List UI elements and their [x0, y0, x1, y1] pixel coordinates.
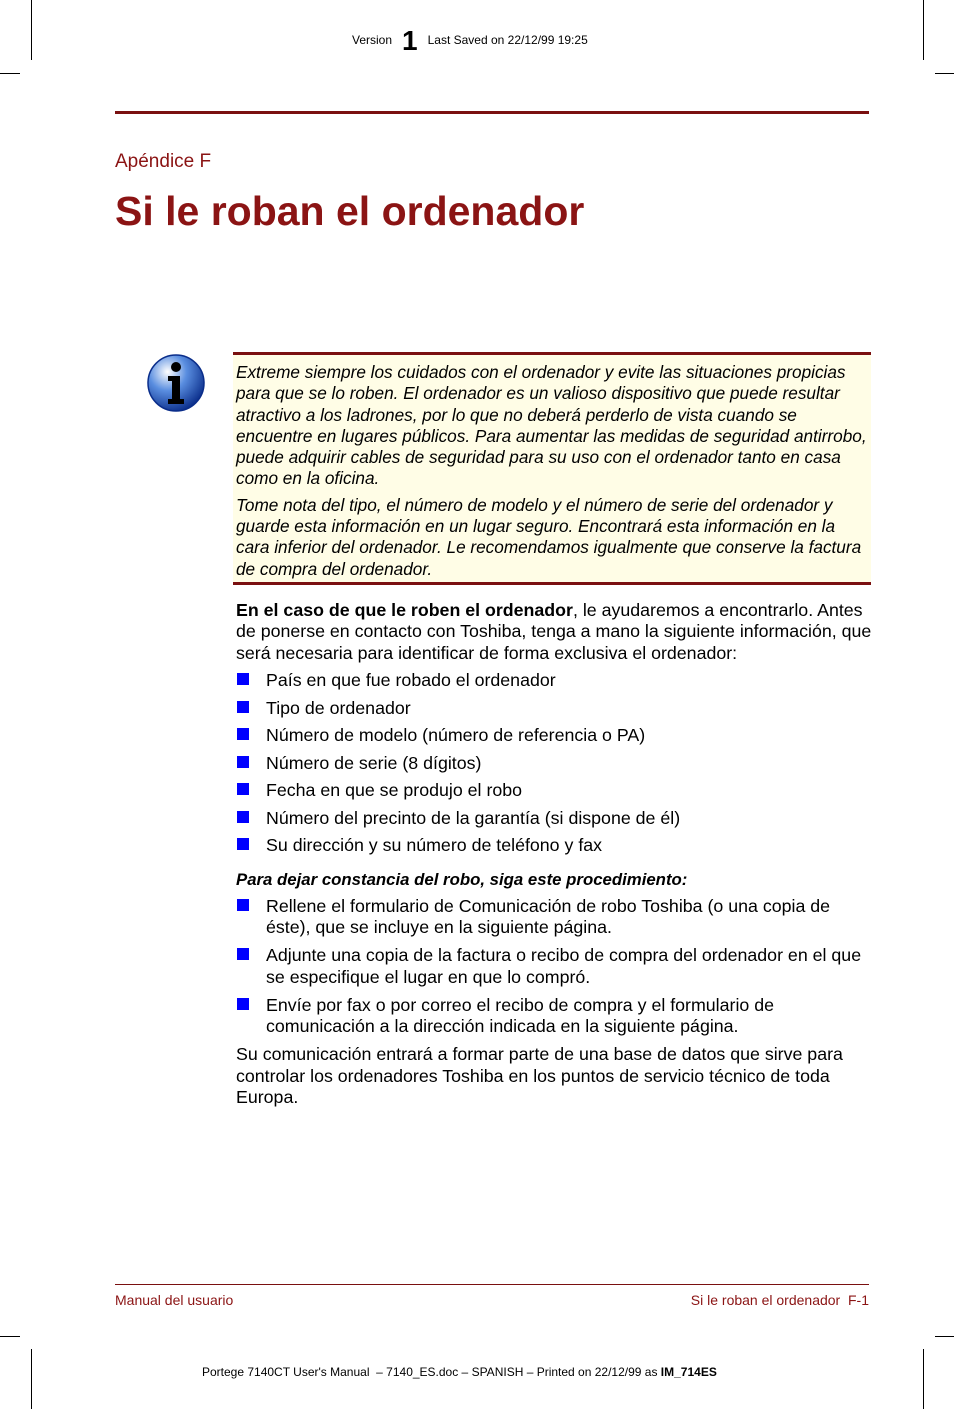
square-bullet-icon: [237, 899, 249, 911]
list-item-text: Número del precinto de la garantía (si dispone de él): [266, 807, 681, 828]
note-paragraph: Extreme siempre los cuidados con el ordenador y evite las situaciones propicias para que se lo roben. El ordenador es un valioso dispositivo que puede resultar atractivo a los ladrones, por lo que no deberá perderlo de vista cuando se encuentre en lugares públicos. Para aumentar las medidas de seguridad antirrobo, puede adquirir cables de seguridad para su uso con el ordenador tanto en casa como en la oficina.: [236, 362, 867, 489]
square-bullet-icon: [237, 948, 249, 960]
crop-mark: [31, 1349, 32, 1409]
print-info: Portege 7140CT User's Manual – 7140_ES.doc – SPANISH – Printed on 22/12/99 as: [202, 1365, 661, 1379]
square-bullet-icon: [237, 701, 249, 713]
square-bullet-icon: [237, 756, 249, 768]
crop-mark: [935, 1336, 954, 1337]
list-item: [236, 808, 872, 829]
crop-mark: [31, 0, 32, 60]
procedure-list: [236, 896, 872, 1038]
crop-mark: [923, 1349, 924, 1409]
list-item-text: Número de serie (8 dígitos): [266, 752, 482, 773]
square-bullet-icon: [237, 811, 249, 823]
square-bullet-icon: [237, 673, 249, 685]
square-bullet-icon: [237, 728, 249, 740]
version-label: Version: [352, 33, 393, 47]
square-bullet-icon: [237, 838, 249, 850]
intro-bold: En el caso de que le roben el ordenador: [236, 600, 573, 620]
header-rule: [115, 111, 869, 114]
list-item: [236, 835, 872, 856]
list-item-text: País en que fue robado el ordenador: [266, 670, 556, 691]
crop-mark: [0, 73, 20, 74]
list-item: [236, 995, 872, 1038]
crop-mark: [0, 1336, 20, 1337]
list-item-text: Envíe por fax o por correo el recibo de compra y el formulario de comunicación a la dirección indicada en la siguiente página.: [266, 994, 774, 1037]
list-item: [236, 945, 872, 988]
print-code: IM_714ES: [660, 1365, 717, 1379]
closing-paragraph: Su comunicación entrará a formar parte de una base de datos que sirve para controlar los ordenadores Toshiba en los puntos de servicio técnico de toda Europa.: [236, 1044, 843, 1108]
intro-text: , le ayudaremos a encontrarlo. Antes de ponerse en contacto con Toshiba, tenga a mano la siguiente información, que será necesaria para identificar de forma exclusiva el ordenador:: [236, 600, 872, 663]
crop-mark: [935, 73, 954, 74]
square-bullet-icon: [237, 998, 249, 1010]
info-list: [236, 670, 872, 856]
procedure-heading: Para dejar constancia del robo, siga este procedimiento:: [236, 869, 688, 889]
intro-paragraph: [236, 600, 872, 664]
list-item-text: Adjunte una copia de la factura o recibo de compra del ordenador en el que se especifique el lugar en que lo compró.: [266, 945, 862, 987]
list-item-text: Su dirección y su número de teléfono y fax: [266, 835, 603, 856]
page-title: Si le roban el ordenador: [115, 188, 585, 234]
square-bullet-icon: [237, 783, 249, 795]
list-item-text: Número de modelo (número de referencia o PA): [266, 725, 646, 746]
list-item: [236, 698, 872, 719]
footer-right: Si le roban el ordenador F-1: [690, 1292, 869, 1308]
note-paragraph: Tome nota del tipo, el número de modelo y el número de serie del ordenador y guarde esta información en un lugar seguro. Encontrará esta información en la cara inferior del ordenador. Le recomendamos igualmente que conserve la factura de compra del ordenador.: [236, 494, 862, 579]
info-icon: [146, 353, 206, 413]
list-item-text: Fecha en que se produjo el robo: [266, 780, 523, 801]
print-line: [202, 1365, 717, 1379]
footer-left: Manual del usuario: [115, 1292, 234, 1308]
list-item: [236, 896, 872, 939]
list-item: [236, 780, 872, 801]
main-content: [236, 600, 872, 1108]
list-item: [236, 670, 872, 691]
info-note: [233, 352, 871, 585]
crop-mark: [923, 0, 924, 60]
last-saved: Last Saved on 22/12/99 19:25: [427, 33, 588, 47]
list-item-text: Tipo de ordenador: [266, 697, 411, 718]
footer-rule: [115, 1284, 869, 1285]
list-item: [236, 753, 872, 774]
version-line: [352, 25, 588, 57]
version-number: 1: [402, 25, 418, 56]
list-item-text: Rellene el formulario de Comunicación de robo Toshiba (o una copia de éste), que se incluye en la siguiente página.: [266, 896, 831, 938]
list-item: [236, 725, 872, 746]
appendix-label: Apéndice F: [115, 151, 212, 172]
